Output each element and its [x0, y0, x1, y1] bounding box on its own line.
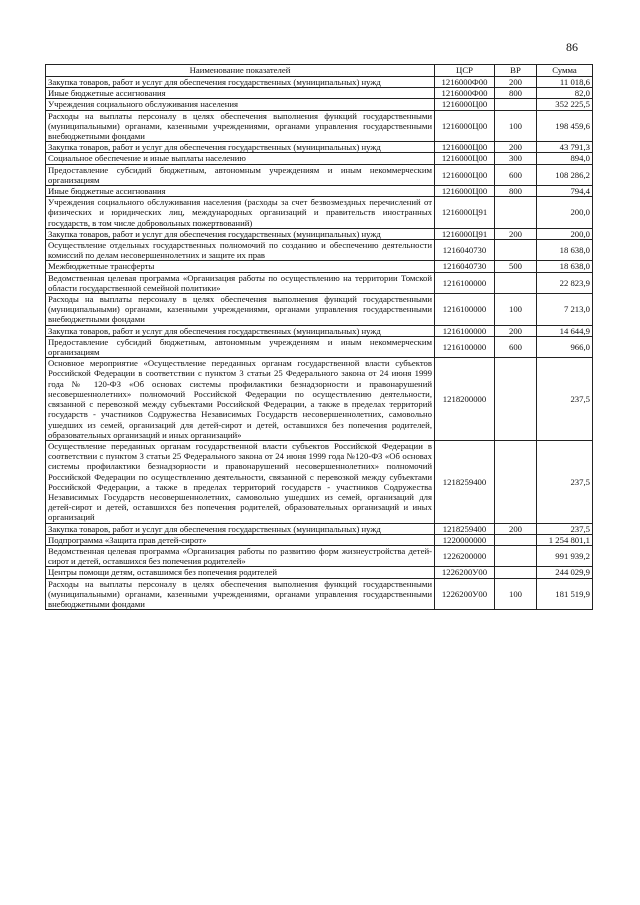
- table-row: [46, 77, 593, 88]
- cell-csr: 1216100000: [435, 294, 495, 326]
- header-vr: ВР: [495, 65, 537, 77]
- cell-csr: 1226200У00: [435, 578, 495, 610]
- cell-sum: 991 939,2: [537, 545, 593, 566]
- cell-sum: 22 823,9: [537, 272, 593, 293]
- cell-name: Предоставление субсидий бюджетным, автономным учреждениям и иным некоммерческим организациям: [46, 164, 435, 185]
- cell-name: Предоставление субсидий бюджетным, автономным учреждениям и иным некоммерческим организациям: [46, 336, 435, 357]
- table-row: [46, 567, 593, 578]
- table-row: [46, 164, 593, 185]
- cell-name: Центры помощи детям, оставшимся без попечения родителей: [46, 567, 435, 578]
- cell-vr: [495, 197, 537, 229]
- cell-name: Закупка товаров, работ и услуг для обеспечения государственных (муниципальных) нужд: [46, 523, 435, 534]
- table-row: [46, 197, 593, 229]
- cell-name: Иные бюджетные ассигнования: [46, 186, 435, 197]
- cell-name: Подпрограмма «Защита прав детей-сирот»: [46, 534, 435, 545]
- table-row: [46, 99, 593, 110]
- cell-vr: [495, 545, 537, 566]
- cell-sum: 200,0: [537, 197, 593, 229]
- cell-name: Закупка товаров, работ и услуг для обеспечения государственных (муниципальных) нужд: [46, 325, 435, 336]
- cell-name: Закупка товаров, работ и услуг для обеспечения государственных (муниципальных) нужд: [46, 142, 435, 153]
- cell-sum: 181 519,9: [537, 578, 593, 610]
- cell-vr: 500: [495, 261, 537, 272]
- cell-csr: 1216100000: [435, 272, 495, 293]
- cell-sum: 18 638,0: [537, 240, 593, 261]
- cell-csr: 1216000Ц91: [435, 228, 495, 239]
- cell-sum: 794,4: [537, 186, 593, 197]
- cell-vr: [495, 567, 537, 578]
- cell-name: Основное мероприятие «Осуществление переданных органам государственной власти субъектов Российской Федерации в соответствии с пунктом 3 статьи 25 Федерального закона от 24 июня 1999 года № 120-ФЗ «Об основах системы профилактики безнадзорности и правонарушений несовершеннолетних» полномочий Российской Федерации по осуществлению деятельности, связанной с перевозкой между субъектами Российской Федерации, а также в пределах территорий государств - участников Содружества Независимых Государств несовершеннолетних, самовольно ушедших из семей, организаций для детей-сирот и детей, оставшихся без попечения родителей, образовательных организаций и иных организаций»: [46, 358, 435, 441]
- cell-vr: 800: [495, 88, 537, 99]
- cell-name: Расходы на выплаты персоналу в целях обеспечения выполнения функций государственными (муниципальными) органами, казенными учреждениями, органами управления государственными внебюджетными фондами: [46, 294, 435, 326]
- table-row: [46, 336, 593, 357]
- cell-name: Социальное обеспечение и иные выплаты населению: [46, 153, 435, 164]
- cell-name: Иные бюджетные ассигнования: [46, 88, 435, 99]
- cell-sum: 18 638,0: [537, 261, 593, 272]
- cell-csr: 1216100000: [435, 325, 495, 336]
- cell-csr: 1216040730: [435, 261, 495, 272]
- cell-vr: [495, 99, 537, 110]
- cell-sum: 11 018,6: [537, 77, 593, 88]
- cell-name: Расходы на выплаты персоналу в целях обеспечения выполнения функций государственными (муниципальными) органами, казенными учреждениями, органами управления государственными внебюджетными фондами: [46, 578, 435, 610]
- cell-sum: 966,0: [537, 336, 593, 357]
- table-row: [46, 325, 593, 336]
- cell-vr: 600: [495, 164, 537, 185]
- cell-csr: 1216000Ф00: [435, 77, 495, 88]
- cell-sum: 14 644,9: [537, 325, 593, 336]
- page-number: 86: [566, 40, 578, 54]
- table-row: [46, 228, 593, 239]
- cell-sum: 198 459,6: [537, 110, 593, 142]
- cell-csr: 1218200000: [435, 358, 495, 441]
- cell-vr: [495, 240, 537, 261]
- cell-csr: 1226200У00: [435, 567, 495, 578]
- table-row: [46, 440, 593, 523]
- cell-name: Расходы на выплаты персоналу в целях обеспечения выполнения функций государственными (муниципальными) органами, казенными учреждениями, органами управления государственными внебюджетными фондами: [46, 110, 435, 142]
- header-name: Наименование показателей: [46, 65, 435, 77]
- cell-csr: 1216000Ц00: [435, 186, 495, 197]
- table-row: [46, 142, 593, 153]
- table-row: [46, 240, 593, 261]
- table-row: [46, 261, 593, 272]
- cell-vr: 200: [495, 142, 537, 153]
- cell-csr: 1218259400: [435, 440, 495, 523]
- cell-vr: 100: [495, 110, 537, 142]
- cell-vr: 200: [495, 228, 537, 239]
- cell-csr: 1216100000: [435, 336, 495, 357]
- table-header-row: [46, 65, 593, 77]
- cell-csr: 1218259400: [435, 523, 495, 534]
- cell-name: Учреждения социального обслуживания населения (расходы за счет безвозмездных перечислений от физических и юридических лиц, международных организаций и правительств иностранных государств, в том числе добровольных пожертвований): [46, 197, 435, 229]
- cell-sum: 108 286,2: [537, 164, 593, 185]
- cell-sum: 237,5: [537, 523, 593, 534]
- table-row: [46, 88, 593, 99]
- cell-sum: 894,0: [537, 153, 593, 164]
- cell-name: Ведомственная целевая программа «Организация работы по осуществлению на территории Томской области государственной семейной политики»: [46, 272, 435, 293]
- table-row: [46, 358, 593, 441]
- cell-csr: 1216000Ц00: [435, 153, 495, 164]
- cell-vr: 600: [495, 336, 537, 357]
- cell-vr: [495, 534, 537, 545]
- cell-csr: 1216000Ц00: [435, 164, 495, 185]
- cell-vr: [495, 440, 537, 523]
- cell-name: Учреждения социального обслуживания населения: [46, 99, 435, 110]
- cell-vr: 100: [495, 294, 537, 326]
- cell-sum: 237,5: [537, 440, 593, 523]
- cell-csr: 1216000Ц00: [435, 142, 495, 153]
- cell-csr: 1216000Ц00: [435, 99, 495, 110]
- cell-name: Осуществление отдельных государственных полномочий по созданию и обеспечению деятельности комиссий по делам несовершеннолетних и защите их прав: [46, 240, 435, 261]
- cell-name: Осуществление переданных органам государственной власти субъектов Российской Федерации в соответствии с пунктом 3 статьи 25 Федерального закона от 24 июня 1999 года №120-ФЗ «Об основах системы профилактики безнадзорности и правонарушений несовершеннолетних» полномочий Российской Федерации по осуществлению деятельности, связанной с перевозкой между субъектами Российской Федерации, а также в пределах территорий государств - участников Содружества Независимых Государств несовершеннолетних, самовольно ушедших из семей, организаций для детей-сирот и детей, оставшихся без попечения родителей, образовательных организаций и иных организаций: [46, 440, 435, 523]
- table-row: [46, 153, 593, 164]
- header-sum: Сумма: [537, 65, 593, 77]
- cell-sum: 7 213,0: [537, 294, 593, 326]
- cell-vr: 200: [495, 77, 537, 88]
- cell-csr: 1216000Ф00: [435, 88, 495, 99]
- cell-csr: 1216000Ц91: [435, 197, 495, 229]
- cell-vr: [495, 358, 537, 441]
- table-row: [46, 578, 593, 610]
- cell-sum: 1 254 801,1: [537, 534, 593, 545]
- table-row: [46, 272, 593, 293]
- header-csr: ЦСР: [435, 65, 495, 77]
- cell-vr: 800: [495, 186, 537, 197]
- table-row: [46, 110, 593, 142]
- cell-vr: 300: [495, 153, 537, 164]
- cell-vr: [495, 272, 537, 293]
- cell-name: Ведомственная целевая программа «Организация работы по развитию форм жизнеустройства детей-сирот и детей, оставшихся без попечения родителей»: [46, 545, 435, 566]
- cell-csr: 1216000Ц00: [435, 110, 495, 142]
- table-row: [46, 534, 593, 545]
- cell-sum: 200,0: [537, 228, 593, 239]
- cell-name: Закупка товаров, работ и услуг для обеспечения государственных (муниципальных) нужд: [46, 228, 435, 239]
- cell-sum: 352 225,5: [537, 99, 593, 110]
- table-row: [46, 545, 593, 566]
- table-row: [46, 186, 593, 197]
- cell-sum: 237,5: [537, 358, 593, 441]
- cell-vr: 100: [495, 578, 537, 610]
- cell-sum: 43 791,3: [537, 142, 593, 153]
- cell-vr: 200: [495, 523, 537, 534]
- table-row: [46, 294, 593, 326]
- cell-csr: 1220000000: [435, 534, 495, 545]
- cell-csr: 1226200000: [435, 545, 495, 566]
- cell-sum: 244 029,9: [537, 567, 593, 578]
- cell-csr: 1216040730: [435, 240, 495, 261]
- cell-name: Закупка товаров, работ и услуг для обеспечения государственных (муниципальных) нужд: [46, 77, 435, 88]
- cell-sum: 82,0: [537, 88, 593, 99]
- cell-vr: 200: [495, 325, 537, 336]
- table-row: [46, 523, 593, 534]
- budget-table: [45, 64, 593, 610]
- cell-name: Межбюджетные трансферты: [46, 261, 435, 272]
